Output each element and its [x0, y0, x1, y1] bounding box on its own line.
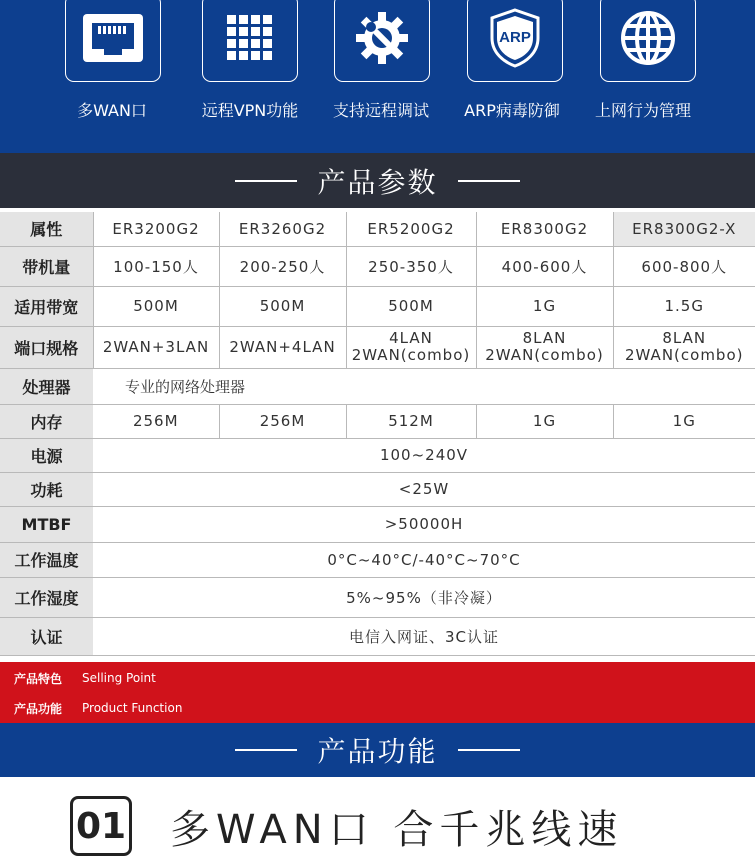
- header-line-right: [458, 749, 520, 751]
- model-name: ER5200G2: [346, 212, 476, 246]
- params-section-header: [0, 153, 755, 208]
- globe-icon: [620, 10, 676, 66]
- feature-icon-box: [600, 0, 696, 82]
- attr-label: 工作湿度: [0, 577, 93, 617]
- cell-value: 1G: [613, 404, 755, 438]
- table-row-header: [0, 212, 755, 246]
- feature-icon-box: [334, 0, 430, 82]
- table-row-mtbf: [0, 506, 755, 542]
- feature-label: 支持远程调试: [316, 98, 446, 121]
- function-item-number: 01: [70, 796, 132, 856]
- attr-label: 工作温度: [0, 542, 93, 577]
- spec-table: [0, 212, 755, 656]
- model-name: ER3200G2: [93, 212, 219, 246]
- attr-label: 属性: [0, 212, 93, 246]
- cell-value: 1G: [476, 404, 613, 438]
- cell-value: 100~240V: [93, 438, 755, 472]
- cell-value: >50000H: [93, 506, 755, 542]
- attr-label: 认证: [0, 617, 93, 655]
- table-row-temperature: [0, 542, 755, 577]
- cell-value: 1G: [476, 286, 613, 326]
- attr-label: 处理器: [0, 368, 93, 404]
- attr-label: 功耗: [0, 472, 93, 506]
- attr-label: MTBF: [0, 506, 93, 542]
- function-section-header: [0, 723, 755, 777]
- attr-label: 带机量: [0, 246, 93, 286]
- header-line-left: [235, 180, 297, 182]
- cell-value: 5%~95%（非冷凝）: [93, 577, 755, 617]
- cell-value: 500M: [346, 286, 476, 326]
- port-line: 2WAN(combo): [347, 347, 476, 364]
- tab-label-en: Selling Point: [82, 671, 156, 685]
- tab-selling-point[interactable]: [0, 663, 755, 693]
- header-line-left: [235, 749, 297, 751]
- cell-value: 250-350人: [346, 246, 476, 286]
- feature-icon-box: [65, 0, 161, 82]
- feature-label: 上网行为管理: [578, 98, 708, 121]
- cell-value: 200-250人: [219, 246, 346, 286]
- table-row-power: [0, 438, 755, 472]
- cell-value: [613, 326, 755, 368]
- table-row-users: [0, 246, 755, 286]
- cell-value: 500M: [219, 286, 346, 326]
- model-name: ER8300G2-X: [613, 212, 755, 246]
- cell-value: 400-600人: [476, 246, 613, 286]
- cell-value: 专业的网络处理器: [93, 368, 755, 404]
- ethernet-port-icon: [82, 13, 144, 63]
- cell-value: [346, 326, 476, 368]
- attr-label: 内存: [0, 404, 93, 438]
- table-row-memory: [0, 404, 755, 438]
- cell-value: 600-800人: [613, 246, 755, 286]
- tab-label-en: Product Function: [82, 701, 182, 715]
- port-line: 8LAN: [477, 330, 613, 347]
- tab-label-cn: 产品功能: [14, 700, 82, 717]
- cell-value: 500M: [93, 286, 219, 326]
- table-row-humidity: [0, 577, 755, 617]
- table-row-ports: [0, 326, 755, 368]
- section-tabs: [0, 662, 755, 723]
- cell-value: 电信入网证、3C认证: [93, 617, 755, 655]
- gear-wrench-icon: [353, 9, 411, 67]
- port-line: 2WAN(combo): [614, 347, 755, 364]
- attr-label: 端口规格: [0, 326, 93, 368]
- cell-value: 2WAN+3LAN: [93, 326, 219, 368]
- feature-icon-box: [467, 0, 563, 82]
- feature-label: 多WAN口: [47, 98, 177, 121]
- chip-grid-icon: [227, 15, 273, 61]
- port-line: 2WAN(combo): [477, 347, 613, 364]
- table-row-processor: [0, 368, 755, 404]
- model-name: ER3260G2: [219, 212, 346, 246]
- feature-icon-box: [202, 0, 298, 82]
- table-row-consumption: [0, 472, 755, 506]
- cell-value: 1.5G: [613, 286, 755, 326]
- port-line: 4LAN: [347, 330, 476, 347]
- arp-icon-text: ARP: [499, 29, 531, 46]
- table-row-bandwidth: [0, 286, 755, 326]
- attr-label: 电源: [0, 438, 93, 472]
- cell-value: 2WAN+4LAN: [219, 326, 346, 368]
- params-section-title: 产品参数: [317, 161, 437, 201]
- function-section-title: 产品功能: [317, 730, 437, 770]
- cell-value: 100-150人: [93, 246, 219, 286]
- tab-product-function[interactable]: [0, 693, 755, 723]
- cell-value: 256M: [93, 404, 219, 438]
- model-name: ER8300G2: [476, 212, 613, 246]
- function-item-heading: [70, 788, 755, 823]
- attr-label: 适用带宽: [0, 286, 93, 326]
- feature-label: 远程VPN功能: [185, 98, 315, 121]
- tab-label-cn: 产品特色: [14, 670, 82, 687]
- port-line: 8LAN: [614, 330, 755, 347]
- cell-value: <25W: [93, 472, 755, 506]
- cell-value: 512M: [346, 404, 476, 438]
- table-row-certification: [0, 617, 755, 655]
- feature-label: ARP病毒防御: [447, 98, 577, 121]
- cell-value: [476, 326, 613, 368]
- cell-value: 0°C~40°C/-40°C~70°C: [93, 542, 755, 577]
- feature-banner: [0, 0, 755, 153]
- cell-value: 256M: [219, 404, 346, 438]
- function-item-title: 多WAN口 合千兆线速: [170, 798, 623, 855]
- arp-shield-icon: [488, 8, 542, 68]
- header-line-right: [458, 180, 520, 182]
